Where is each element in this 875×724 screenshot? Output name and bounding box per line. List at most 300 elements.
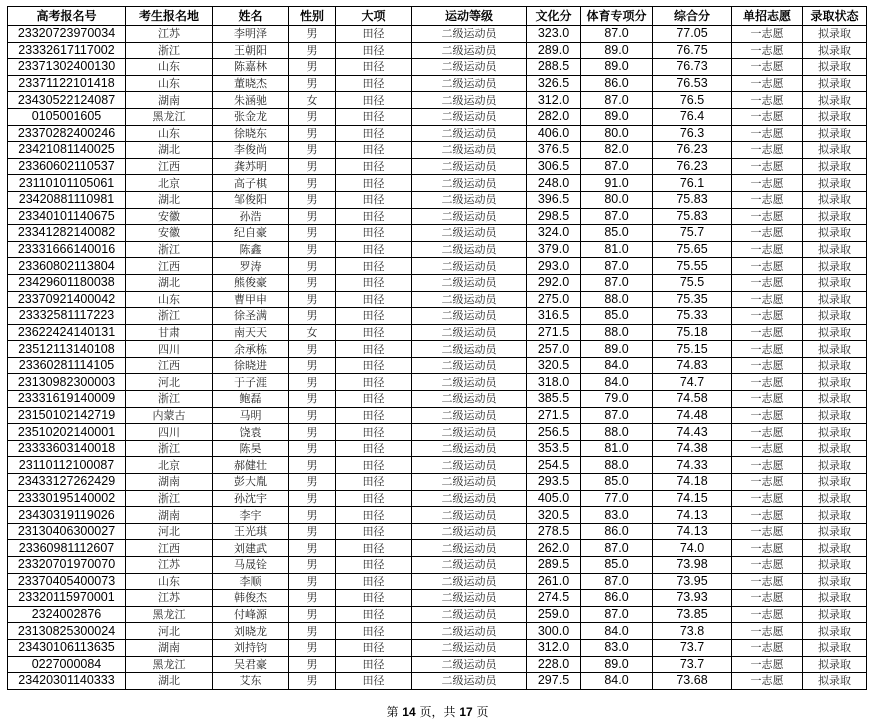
cell-sport-score: 87.0	[581, 258, 653, 275]
cell-athlete-grade: 二级运动员	[412, 656, 527, 673]
cell-registration-number: 23110101105061	[8, 175, 126, 192]
cell-preference: 一志愿	[732, 175, 803, 192]
cell-gender: 男	[289, 424, 336, 441]
cell-event: 田径	[336, 490, 412, 507]
cell-gender: 男	[289, 374, 336, 391]
cell-gender: 男	[289, 656, 336, 673]
cell-gender: 男	[289, 75, 336, 92]
cell-event: 田径	[336, 590, 412, 607]
cell-academic-score: 300.0	[527, 623, 581, 640]
table-body	[8, 26, 867, 690]
cell-academic-score: 228.0	[527, 656, 581, 673]
cell-registration-number: 23420301140333	[8, 673, 126, 690]
cell-event: 田径	[336, 324, 412, 341]
cell-total-score: 74.13	[653, 507, 732, 524]
cell-status: 拟录取	[803, 191, 867, 208]
cell-registration-number: 23420881110981	[8, 191, 126, 208]
cell-athlete-grade: 二级运动员	[412, 407, 527, 424]
cell-total-score: 75.65	[653, 241, 732, 258]
cell-sport-score: 85.0	[581, 308, 653, 325]
cell-academic-score: 353.5	[527, 440, 581, 457]
cell-sport-score: 84.0	[581, 357, 653, 374]
cell-athlete-grade: 二级运动员	[412, 191, 527, 208]
cell-status: 拟录取	[803, 42, 867, 59]
cell-status: 拟录取	[803, 623, 867, 640]
cell-province: 湖南	[126, 474, 213, 491]
cell-preference: 一志愿	[732, 59, 803, 76]
cell-status: 拟录取	[803, 523, 867, 540]
cell-province: 浙江	[126, 440, 213, 457]
cell-event: 田径	[336, 639, 412, 656]
cell-sport-score: 88.0	[581, 291, 653, 308]
cell-athlete-grade: 二级运动员	[412, 673, 527, 690]
cell-total-score: 76.1	[653, 175, 732, 192]
cell-registration-number: 23371302400130	[8, 59, 126, 76]
cell-event: 田径	[336, 42, 412, 59]
cell-athlete-grade: 二级运动员	[412, 573, 527, 590]
cell-event: 田径	[336, 656, 412, 673]
cell-preference: 一志愿	[732, 557, 803, 574]
cell-sport-score: 87.0	[581, 573, 653, 590]
cell-gender: 男	[289, 142, 336, 159]
cell-name: 邹俊阳	[213, 191, 289, 208]
cell-gender: 男	[289, 308, 336, 325]
cell-total-score: 76.3	[653, 125, 732, 142]
cell-name: 马晟铨	[213, 557, 289, 574]
cell-preference: 一志愿	[732, 639, 803, 656]
cell-academic-score: 385.5	[527, 391, 581, 408]
cell-sport-score: 87.0	[581, 158, 653, 175]
cell-gender: 女	[289, 92, 336, 109]
cell-status: 拟录取	[803, 291, 867, 308]
table-row	[8, 523, 867, 540]
cell-gender: 女	[289, 324, 336, 341]
cell-athlete-grade: 二级运动员	[412, 125, 527, 142]
cell-preference: 一志愿	[732, 507, 803, 524]
cell-status: 拟录取	[803, 424, 867, 441]
cell-event: 田径	[336, 474, 412, 491]
table-row	[8, 125, 867, 142]
cell-registration-number: 23429601180038	[8, 274, 126, 291]
cell-name: 于子涯	[213, 374, 289, 391]
cell-athlete-grade: 二级运动员	[412, 623, 527, 640]
table-row	[8, 26, 867, 43]
cell-gender: 男	[289, 291, 336, 308]
cell-gender: 男	[289, 357, 336, 374]
cell-preference: 一志愿	[732, 341, 803, 358]
cell-preference: 一志愿	[732, 440, 803, 457]
cell-event: 田径	[336, 440, 412, 457]
cell-event: 田径	[336, 274, 412, 291]
cell-registration-number: 23320701970070	[8, 557, 126, 574]
cell-academic-score: 297.5	[527, 673, 581, 690]
table-row	[8, 357, 867, 374]
cell-status: 拟录取	[803, 573, 867, 590]
cell-gender: 男	[289, 274, 336, 291]
cell-status: 拟录取	[803, 673, 867, 690]
cell-preference: 一志愿	[732, 606, 803, 623]
cell-name: 艾东	[213, 673, 289, 690]
cell-academic-score: 248.0	[527, 175, 581, 192]
cell-event: 田径	[336, 108, 412, 125]
cell-event: 田径	[336, 623, 412, 640]
cell-province: 江西	[126, 540, 213, 557]
cell-athlete-grade: 二级运动员	[412, 142, 527, 159]
cell-total-score: 76.4	[653, 108, 732, 125]
cell-athlete-grade: 二级运动员	[412, 540, 527, 557]
cell-athlete-grade: 二级运动员	[412, 490, 527, 507]
cell-registration-number: 23320723970034	[8, 26, 126, 43]
cell-event: 田径	[336, 175, 412, 192]
cell-athlete-grade: 二级运动员	[412, 92, 527, 109]
cell-registration-number: 0105001605	[8, 108, 126, 125]
cell-province: 江西	[126, 258, 213, 275]
cell-preference: 一志愿	[732, 291, 803, 308]
cell-sport-score: 86.0	[581, 75, 653, 92]
column-header-total-score: 综合分	[653, 7, 732, 26]
cell-event: 田径	[336, 523, 412, 540]
table-row	[8, 291, 867, 308]
cell-academic-score: 274.5	[527, 590, 581, 607]
cell-total-score: 73.7	[653, 656, 732, 673]
cell-gender: 男	[289, 59, 336, 76]
cell-status: 拟录取	[803, 142, 867, 159]
cell-registration-number: 23430106113635	[8, 639, 126, 656]
cell-name: 孙沈宇	[213, 490, 289, 507]
cell-registration-number: 23421081140025	[8, 142, 126, 159]
cell-name: 饶袁	[213, 424, 289, 441]
cell-total-score: 73.95	[653, 573, 732, 590]
cell-province: 四川	[126, 341, 213, 358]
table-row	[8, 391, 867, 408]
cell-event: 田径	[336, 59, 412, 76]
cell-academic-score: 318.0	[527, 374, 581, 391]
cell-registration-number: 23360802113804	[8, 258, 126, 275]
footer-middle: 页，共	[419, 705, 456, 719]
cell-status: 拟录取	[803, 374, 867, 391]
cell-preference: 一志愿	[732, 590, 803, 607]
cell-registration-number: 23130982300003	[8, 374, 126, 391]
cell-preference: 一志愿	[732, 374, 803, 391]
cell-name: 刘晓龙	[213, 623, 289, 640]
cell-sport-score: 89.0	[581, 108, 653, 125]
cell-province: 浙江	[126, 308, 213, 325]
cell-status: 拟录取	[803, 208, 867, 225]
cell-academic-score: 312.0	[527, 639, 581, 656]
cell-academic-score: 289.0	[527, 42, 581, 59]
cell-event: 田径	[336, 208, 412, 225]
page-footer	[0, 703, 875, 720]
table-row	[8, 75, 867, 92]
cell-sport-score: 86.0	[581, 523, 653, 540]
cell-province: 江西	[126, 357, 213, 374]
cell-gender: 男	[289, 391, 336, 408]
cell-sport-score: 91.0	[581, 175, 653, 192]
cell-gender: 男	[289, 175, 336, 192]
table-row	[8, 108, 867, 125]
column-header-preference: 单招志愿	[732, 7, 803, 26]
cell-sport-score: 87.0	[581, 26, 653, 43]
cell-event: 田径	[336, 457, 412, 474]
table-row	[8, 573, 867, 590]
table-row	[8, 374, 867, 391]
cell-status: 拟录取	[803, 258, 867, 275]
cell-sport-score: 88.0	[581, 457, 653, 474]
table-row	[8, 424, 867, 441]
cell-sport-score: 80.0	[581, 191, 653, 208]
cell-status: 拟录取	[803, 457, 867, 474]
cell-preference: 一志愿	[732, 457, 803, 474]
cell-status: 拟录取	[803, 590, 867, 607]
table-row	[8, 540, 867, 557]
table-row	[8, 656, 867, 673]
cell-event: 田径	[336, 391, 412, 408]
cell-gender: 男	[289, 241, 336, 258]
cell-event: 田径	[336, 291, 412, 308]
cell-event: 田径	[336, 540, 412, 557]
cell-province: 湖北	[126, 274, 213, 291]
cell-province: 甘肃	[126, 324, 213, 341]
cell-status: 拟录取	[803, 357, 867, 374]
cell-name: 彭大胤	[213, 474, 289, 491]
cell-preference: 一志愿	[732, 108, 803, 125]
cell-name: 付峰源	[213, 606, 289, 623]
cell-total-score: 75.33	[653, 308, 732, 325]
cell-preference: 一志愿	[732, 656, 803, 673]
cell-gender: 男	[289, 590, 336, 607]
cell-sport-score: 87.0	[581, 274, 653, 291]
cell-academic-score: 316.5	[527, 308, 581, 325]
cell-event: 田径	[336, 341, 412, 358]
cell-preference: 一志愿	[732, 258, 803, 275]
cell-academic-score: 293.0	[527, 258, 581, 275]
cell-name: 曹甲申	[213, 291, 289, 308]
cell-total-score: 75.15	[653, 341, 732, 358]
cell-academic-score: 288.5	[527, 59, 581, 76]
cell-registration-number: 23370405400073	[8, 573, 126, 590]
cell-preference: 一志愿	[732, 474, 803, 491]
cell-province: 山东	[126, 59, 213, 76]
cell-status: 拟录取	[803, 225, 867, 242]
cell-gender: 男	[289, 158, 336, 175]
cell-sport-score: 87.0	[581, 208, 653, 225]
cell-athlete-grade: 二级运动员	[412, 208, 527, 225]
cell-preference: 一志愿	[732, 142, 803, 159]
cell-gender: 男	[289, 258, 336, 275]
cell-sport-score: 88.0	[581, 324, 653, 341]
table-row	[8, 225, 867, 242]
cell-academic-score: 293.5	[527, 474, 581, 491]
cell-sport-score: 82.0	[581, 142, 653, 159]
cell-academic-score: 312.0	[527, 92, 581, 109]
cell-status: 拟录取	[803, 324, 867, 341]
cell-gender: 男	[289, 208, 336, 225]
cell-event: 田径	[336, 125, 412, 142]
cell-registration-number: 23340101140675	[8, 208, 126, 225]
cell-province: 山东	[126, 291, 213, 308]
cell-total-score: 75.18	[653, 324, 732, 341]
column-header-event: 大项	[336, 7, 412, 26]
cell-total-score: 74.83	[653, 357, 732, 374]
cell-academic-score: 406.0	[527, 125, 581, 142]
cell-status: 拟录取	[803, 274, 867, 291]
table-row	[8, 208, 867, 225]
cell-name: 吴君豪	[213, 656, 289, 673]
cell-event: 田径	[336, 308, 412, 325]
cell-sport-score: 85.0	[581, 225, 653, 242]
cell-registration-number: 23622424140131	[8, 324, 126, 341]
cell-academic-score: 320.5	[527, 507, 581, 524]
cell-status: 拟录取	[803, 241, 867, 258]
cell-total-score: 74.48	[653, 407, 732, 424]
cell-province: 浙江	[126, 490, 213, 507]
cell-athlete-grade: 二级运动员	[412, 225, 527, 242]
column-header-registration-number: 高考报名号	[8, 7, 126, 26]
cell-gender: 男	[289, 341, 336, 358]
cell-name: 罗涛	[213, 258, 289, 275]
cell-registration-number: 23430522124087	[8, 92, 126, 109]
cell-preference: 一志愿	[732, 241, 803, 258]
cell-academic-score: 320.5	[527, 357, 581, 374]
cell-sport-score: 83.0	[581, 639, 653, 656]
cell-registration-number: 23430319119026	[8, 507, 126, 524]
cell-academic-score: 254.5	[527, 457, 581, 474]
cell-event: 田径	[336, 407, 412, 424]
column-header-sport-score: 体育专项分	[581, 7, 653, 26]
cell-sport-score: 89.0	[581, 341, 653, 358]
cell-registration-number: 23360281114105	[8, 357, 126, 374]
cell-academic-score: 256.5	[527, 424, 581, 441]
cell-name: 龚苏明	[213, 158, 289, 175]
cell-province: 江西	[126, 158, 213, 175]
cell-status: 拟录取	[803, 75, 867, 92]
cell-total-score: 74.58	[653, 391, 732, 408]
cell-province: 浙江	[126, 42, 213, 59]
cell-name: 韩俊杰	[213, 590, 289, 607]
cell-total-score: 73.8	[653, 623, 732, 640]
cell-gender: 男	[289, 673, 336, 690]
cell-total-score: 75.83	[653, 191, 732, 208]
cell-athlete-grade: 二级运动员	[412, 374, 527, 391]
cell-status: 拟录取	[803, 391, 867, 408]
cell-registration-number: 23320115970001	[8, 590, 126, 607]
cell-province: 河北	[126, 374, 213, 391]
table-row	[8, 92, 867, 109]
cell-total-score: 75.35	[653, 291, 732, 308]
cell-sport-score: 89.0	[581, 59, 653, 76]
cell-status: 拟录取	[803, 606, 867, 623]
cell-sport-score: 79.0	[581, 391, 653, 408]
cell-status: 拟录取	[803, 158, 867, 175]
table-row	[8, 158, 867, 175]
cell-sport-score: 87.0	[581, 606, 653, 623]
cell-name: 陈鑫	[213, 241, 289, 258]
cell-event: 田径	[336, 26, 412, 43]
cell-athlete-grade: 二级运动员	[412, 424, 527, 441]
cell-gender: 男	[289, 606, 336, 623]
cell-sport-score: 81.0	[581, 241, 653, 258]
cell-name: 南天天	[213, 324, 289, 341]
cell-preference: 一志愿	[732, 407, 803, 424]
cell-preference: 一志愿	[732, 540, 803, 557]
table-row	[8, 606, 867, 623]
cell-event: 田径	[336, 241, 412, 258]
table-header-row	[8, 7, 867, 26]
cell-sport-score: 84.0	[581, 374, 653, 391]
cell-registration-number: 23130825300024	[8, 623, 126, 640]
table-row	[8, 623, 867, 640]
cell-gender: 男	[289, 507, 336, 524]
cell-athlete-grade: 二级运动员	[412, 291, 527, 308]
cell-academic-score: 271.5	[527, 324, 581, 341]
cell-name: 王朝阳	[213, 42, 289, 59]
cell-athlete-grade: 二级运动员	[412, 26, 527, 43]
cell-athlete-grade: 二级运动员	[412, 606, 527, 623]
cell-preference: 一志愿	[732, 490, 803, 507]
cell-registration-number: 23330195140002	[8, 490, 126, 507]
cell-total-score: 73.85	[653, 606, 732, 623]
footer-suffix: 页	[476, 705, 489, 719]
cell-total-score: 74.15	[653, 490, 732, 507]
cell-academic-score: 289.5	[527, 557, 581, 574]
table-row	[8, 440, 867, 457]
cell-total-score: 73.68	[653, 673, 732, 690]
cell-registration-number: 23370921400042	[8, 291, 126, 308]
cell-registration-number: 0227000084	[8, 656, 126, 673]
cell-province: 浙江	[126, 391, 213, 408]
cell-academic-score: 306.5	[527, 158, 581, 175]
cell-preference: 一志愿	[732, 623, 803, 640]
cell-athlete-grade: 二级运动员	[412, 75, 527, 92]
cell-athlete-grade: 二级运动员	[412, 590, 527, 607]
cell-province: 内蒙古	[126, 407, 213, 424]
cell-name: 陈昊	[213, 440, 289, 457]
cell-preference: 一志愿	[732, 357, 803, 374]
cell-registration-number: 23341282140082	[8, 225, 126, 242]
cell-status: 拟录取	[803, 92, 867, 109]
cell-name: 李明泽	[213, 26, 289, 43]
cell-registration-number: 2324002876	[8, 606, 126, 623]
footer-page-number: 14	[402, 705, 416, 719]
cell-registration-number: 23331666140016	[8, 241, 126, 258]
cell-academic-score: 262.0	[527, 540, 581, 557]
cell-gender: 男	[289, 225, 336, 242]
cell-status: 拟录取	[803, 540, 867, 557]
cell-province: 黑龙江	[126, 108, 213, 125]
admission-table	[7, 6, 867, 690]
cell-athlete-grade: 二级运动员	[412, 158, 527, 175]
cell-academic-score: 278.5	[527, 523, 581, 540]
cell-total-score: 76.75	[653, 42, 732, 59]
cell-registration-number: 23371122101418	[8, 75, 126, 92]
cell-academic-score: 376.5	[527, 142, 581, 159]
cell-status: 拟录取	[803, 407, 867, 424]
cell-registration-number: 23360981112607	[8, 540, 126, 557]
cell-registration-number: 23370282400246	[8, 125, 126, 142]
cell-status: 拟录取	[803, 639, 867, 656]
cell-total-score: 74.38	[653, 440, 732, 457]
cell-status: 拟录取	[803, 474, 867, 491]
cell-total-score: 75.5	[653, 274, 732, 291]
cell-sport-score: 87.0	[581, 540, 653, 557]
cell-sport-score: 89.0	[581, 42, 653, 59]
cell-athlete-grade: 二级运动员	[412, 324, 527, 341]
cell-academic-score: 257.0	[527, 341, 581, 358]
cell-academic-score: 282.0	[527, 108, 581, 125]
cell-athlete-grade: 二级运动员	[412, 59, 527, 76]
table-row	[8, 590, 867, 607]
cell-preference: 一志愿	[732, 26, 803, 43]
